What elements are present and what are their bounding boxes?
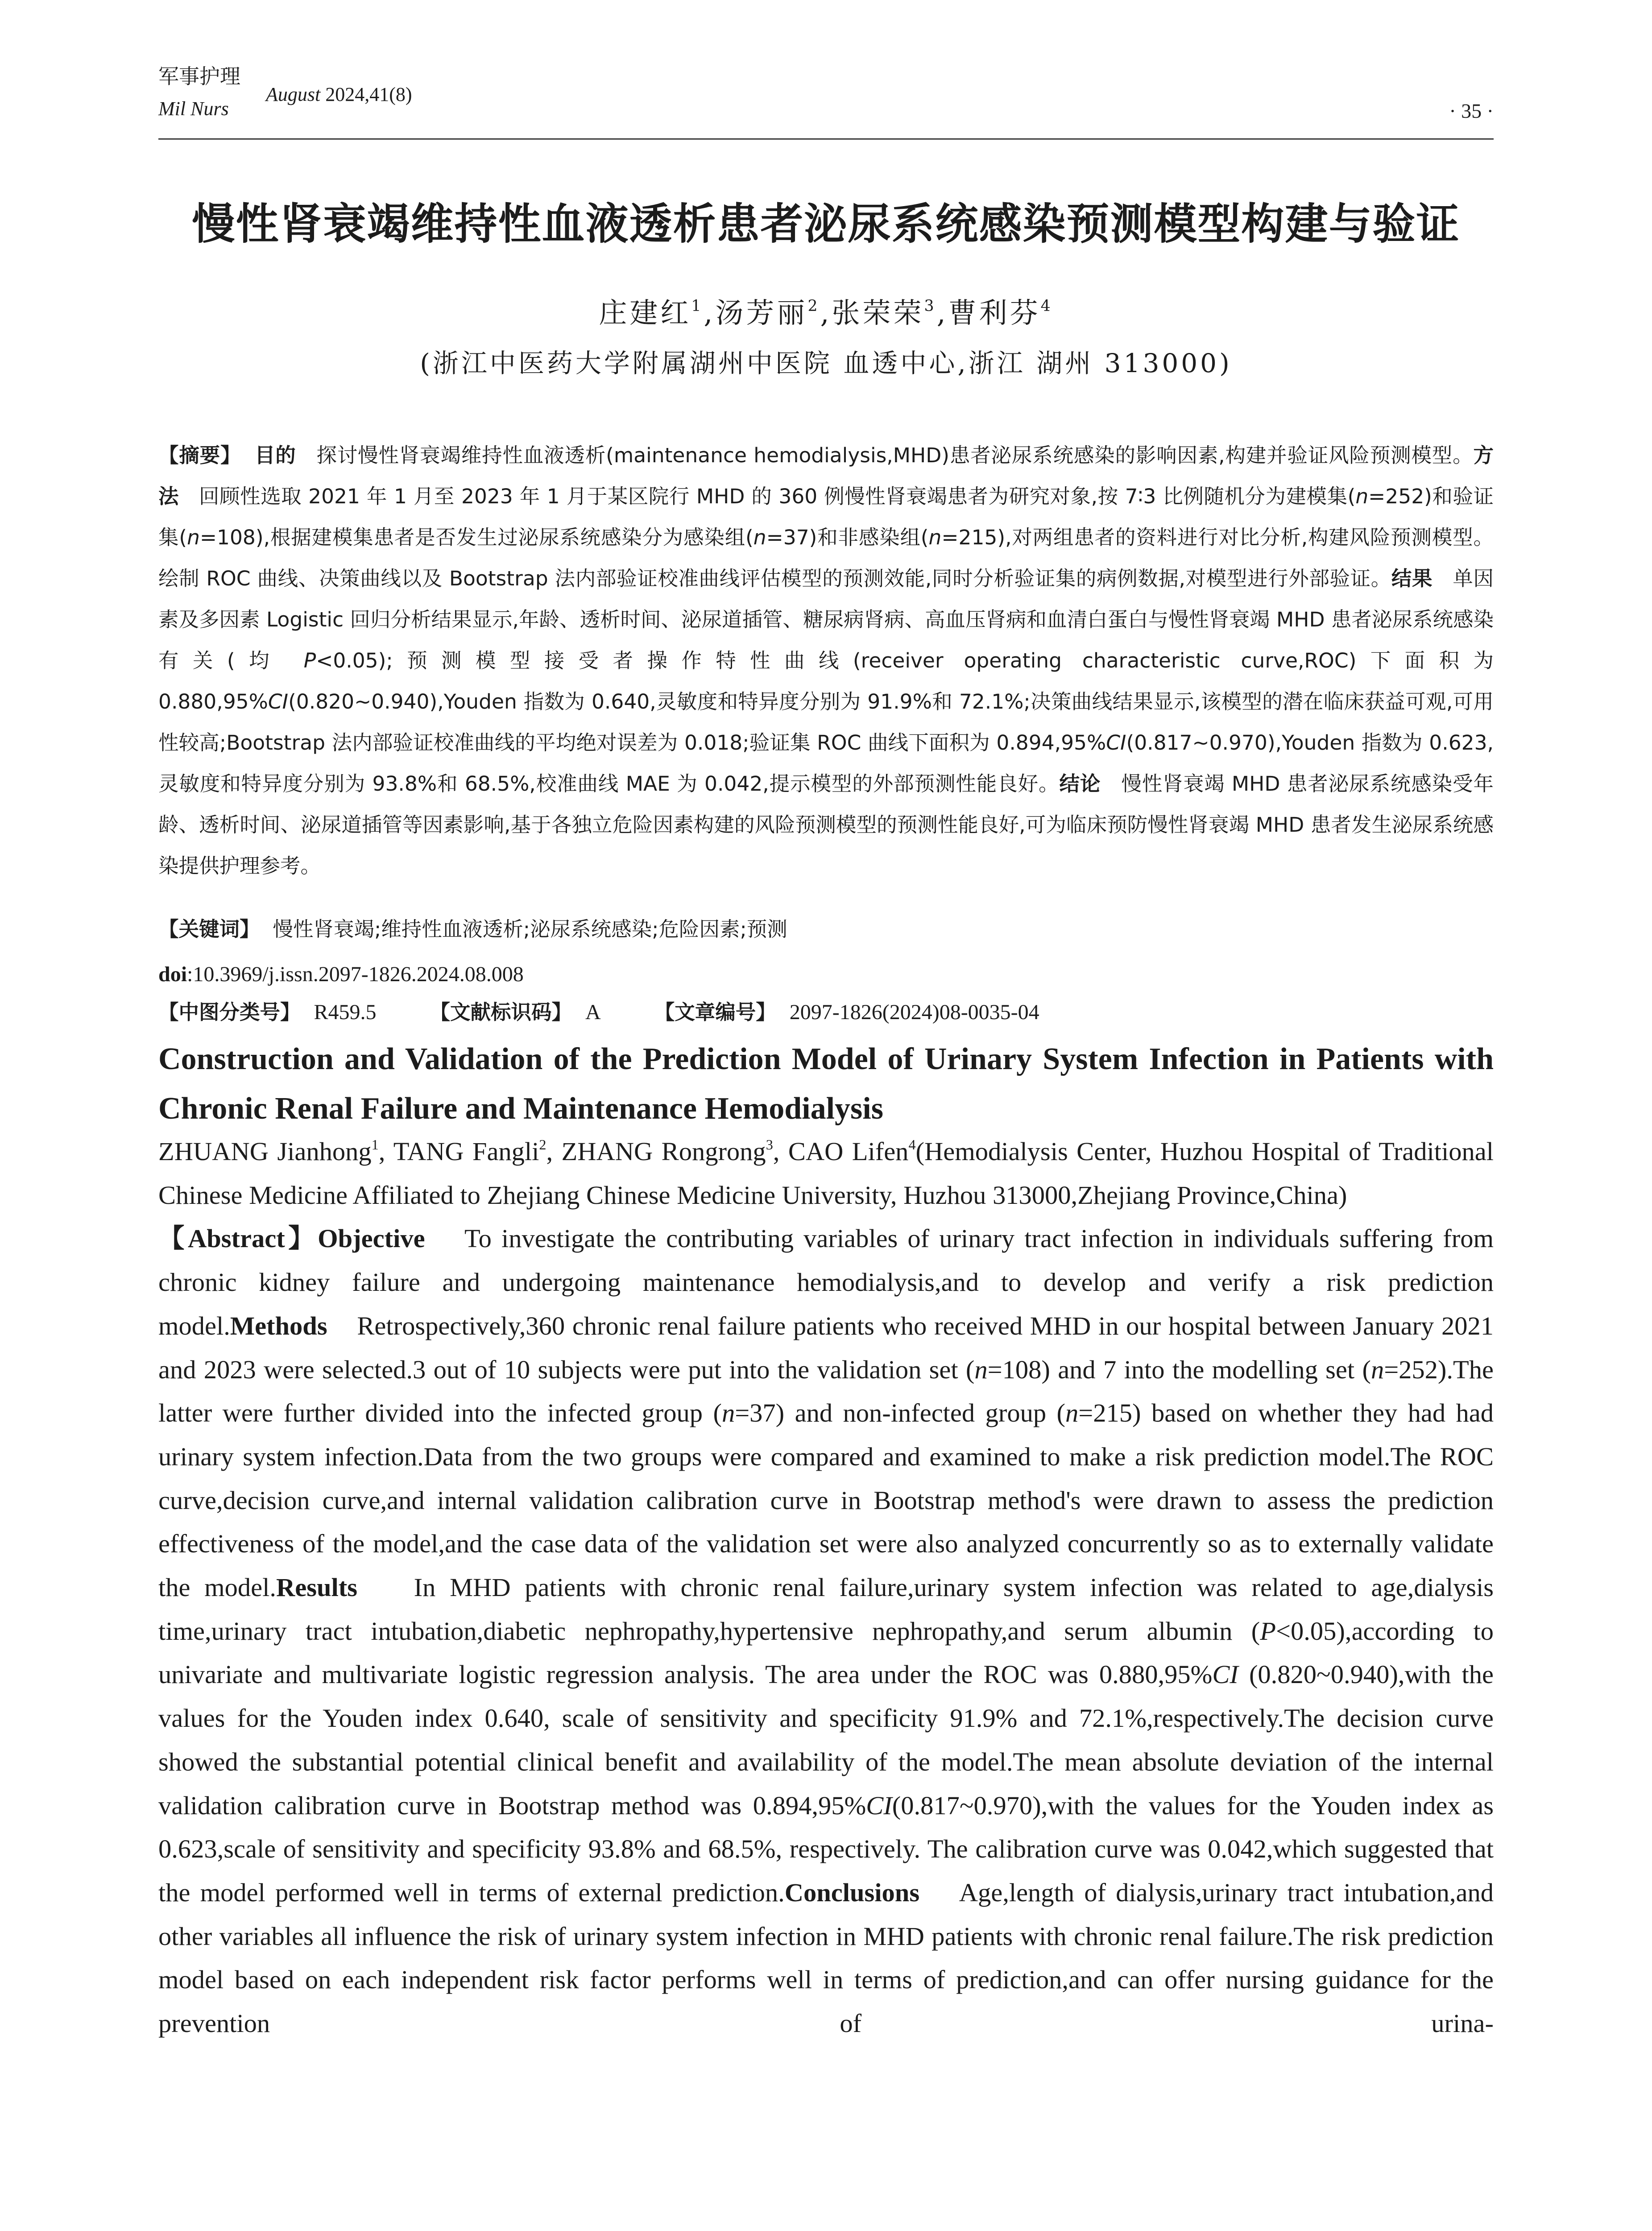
author-affiliation-mark: 4 [1040,297,1053,315]
abstract-en-paragraph [158,1217,1494,2045]
results-en-text: In MHD patients with chronic renal failure,urinary system infection was related to age,dialysis time,urinary tract intubation,diabetic nephropathy,hypertensive nephropathy,and serum albumin ( [158,1573,1494,1646]
author-name-en: ZHUANG Jianhong [158,1137,372,1166]
symbol-n: n [753,526,766,549]
results-en-text: (0.817~0.970),with the values for the Youden index as 0.623,scale of sensitivity and specificity 93.8% and 68.5%, respectively. The calibration curve was 0.042,which suggested that the model performed well in terms of external prediction. [158,1791,1494,1907]
keywords-label: 【关键词】 [158,917,260,941]
doi-line [158,964,1494,985]
conclusions-en-label: Conclusions [784,1878,920,1907]
keywords-cn [158,919,1494,940]
affiliation-cn: (浙江中医药大学附属湖州中医院 血透中心,浙江 湖州 313000) [420,348,1232,378]
symbol-ci: CI [268,690,289,713]
symbol-p: P [1260,1616,1276,1646]
methods-text: =108),根据建模集患者是否发生过泌尿系统感染分为感染组( [199,526,754,549]
article-number-label: 【文章编号】 [654,1000,776,1024]
abstract-label: 【摘要】 [158,444,241,467]
abstract-en-label: 【Abstract】 [158,1224,318,1253]
author-affiliation-mark: 4 [908,1136,916,1153]
article-number-value: 2097-1826(2024)08-0035-04 [789,1000,1039,1024]
results-text: (0.820~0.940),Youden 指数为 0.640,灵敏度和特异度分别为 91.9%和 72.1%;决策曲线结果显示,该模型的潜在临床获益可观,可用性较高;Bootstrap 法内部验证校准曲线的平均绝对误差为 0.018;验证集 ROC 曲线下面积为 0.894,95% [158,690,1494,755]
issue-month: August [266,83,321,105]
abstract-cn [158,435,1494,887]
results-label: 结果 [1391,567,1433,590]
author-name-en: ZHANG Rongrong [561,1137,766,1166]
author-name-en: TANG Fangli [393,1137,539,1166]
results-en-text: <0.05),according to univariate and multivariate logistic regression analysis. The area under the ROC was 0.880,95% [158,1616,1494,1689]
author-affiliation-mark: 3 [924,297,937,315]
journal-name-cn: 军事护理 [158,64,240,88]
author-name: 汤芳丽 [715,297,808,329]
symbol-n: n [1370,1355,1384,1384]
methods-en-text: Retrospectively,360 chronic renal failure patients who received MHD in our hospital between January 2021 and 2023 were selected.3 out of 10 subjects were put into the validation set ( [158,1311,1494,1384]
methods-text: =215),对两组患者的资料进行对比分析,构建风险预测模型。绘制 ROC 曲线、决策曲线以及 Bootstrap 法内部验证校准曲线评估模型的预测效能,同时分析验证集的病例数据,对模型进行外部验证。 [158,526,1494,590]
objective-label: 目的 [254,444,296,467]
conclusions-en-text: Age,length of dialysis,urinary tract intubation,and other variables all influence the risk of urinary system infection in MHD patients with chronic renal failure.The risk prediction model based on each independent risk factor performs well in terms of prediction,and can offer nursing guidance for the prevention of urina- [158,1878,1494,2038]
results-en-label: Results [276,1573,357,1602]
methods-en-text: =108) and 7 into the modelling set ( [987,1355,1371,1384]
symbol-n: n [928,526,942,549]
author-affiliation-mark: 2 [539,1136,547,1153]
author-name: 张荣荣 [832,297,924,329]
results-text: (0.817~0.970),Youden 指数为 0.623,灵敏度和特异度分别为 93.8%和 68.5%,校准曲线 MAE 为 0.042,提示模型的外部预测性能良好。 [158,731,1494,796]
methods-en-label: Methods [230,1311,327,1340]
symbol-p: P [303,649,316,672]
affiliation-en: (Hemodialysis Center, Huzhou Hospital of Traditional Chinese Medicine Affiliated to Zhejiang Chinese Medicine University, Huzhou 313000,Zhejiang Province,China) [158,1137,1494,1210]
results-text: 单因素及多因素 Logistic 回归分析结果显示,年龄、透析时间、泌尿道插管、糖尿病肾病、高血压肾病和血清白蛋白与慢性肾衰竭 MHD 患者泌尿系统感染有关(均 [158,567,1494,672]
symbol-n: n [721,1398,735,1428]
doc-code-value: A [585,1000,601,1024]
symbol-n: n [1065,1398,1079,1428]
authors-en: ZHUANG Jianhong$^1$, TANG Fangli$^2$, ZHANG Rongrong$^3$, CAO Lifen$^4$(Hemodialysis Center, Huzhou Hospital of Traditional Chinese Medicine Affiliated to Zhejiang Chinese Medicine University, Huzhou 313000,Zhejiang Province,China) [158,1136,1494,1210]
author-affiliation-mark: 3 [766,1136,773,1153]
doc-code-label: 【文献标识码】 [430,1000,572,1024]
methods-text: 回顾性选取 2021 年 1 月至 2023 年 1 月于某区院行 MHD 的 360 例慢性肾衰竭患者为研究对象,按 7∶3 比例随机分为建模集( [199,485,1356,508]
symbol-ci: CI [1212,1660,1238,1689]
objective-en-text: To investigate the contributing variables of urinary tract infection in individuals suffering from chronic kidney failure and undergoing maintenance hemodialysis,and to develop and verify a risk prediction model. [158,1224,1494,1340]
results-en-text: (0.820~0.940),with the values for the Youden index 0.640, scale of sensitivity and specificity 91.9% and 72.1%,respectively.The decision curve showed the substantial potential clinical benefit and availability of the model.The mean absolute deviation of the internal validation calibration curve in Bootstrap method was 0.894,95% [158,1660,1494,1820]
symbol-ci: CI [1106,731,1126,755]
methods-label: 方法 [158,444,1494,508]
issue-date [266,85,412,104]
conclusion-text: 慢性肾衰竭 MHD 患者泌尿系统感染受年龄、透析时间、泌尿道插管等因素影响,基于各独立危险因素构建的风险预测模型的预测性能良好,可为临床预防慢性肾衰竭 MHD 患者发生泌尿系统感染提供护理参考。 [158,772,1494,878]
keywords-text: 慢性肾衰竭;维持性血液透析;泌尿系统感染;危险因素;预测 [273,917,787,941]
abstract-en-block [158,1130,1494,2045]
article-title-en: Construction and Validation of the Prediction Model of Urinary System Infection in Patients with Chronic Renal Failure and Maintenance Hemodialysis [158,1042,1494,1126]
objective-en-label: Objective [318,1224,425,1253]
clc-label: 【中图分类号】 [158,1000,301,1024]
header-rule [158,138,1494,140]
author-affiliation-mark: 1 [371,1136,379,1153]
author-name-en: CAO Lifen [788,1137,909,1166]
symbol-n: n [974,1355,988,1384]
author-affiliation-mark: 2 [807,297,820,315]
issue-volume: 2024,41(8) [325,83,412,105]
author-name: 庄建红 [599,297,691,329]
results-text: <0.05);预测模型接受者操作特性曲线(receiver operating characteristic curve,ROC)下面积为 0.880,95% [158,649,1494,713]
symbol-n: n [1355,485,1369,508]
objective-text: 探讨慢性肾衰竭维持性血液透析(maintenance hemodialysis,MHD)患者泌尿系统感染的影响因素,构建并验证风险预测模型。 [316,444,1474,467]
clc-value: R459.5 [314,1000,377,1024]
doi-label: doi [158,962,187,986]
methods-en-text: =215) based on whether they had had urinary system infection.Data from the two groups were compared and examined to make a risk prediction model.The ROC curve,decision curve,and internal validation calibration curve in Bootstrap method's were drawn to assess the prediction effectiveness of the model,and the case data of the validation set were also analyzed concurrently so as to externally validate the model. [158,1398,1494,1602]
methods-text: =252)和验证集( [158,485,1494,549]
doi-value[interactable]: :10.3969/j.issn.2097-1826.2024.08.008 [187,962,524,986]
conclusion-label: 结论 [1059,772,1101,796]
journal-name-en: Mil Nurs [158,98,229,120]
symbol-ci: CI [866,1791,892,1820]
page-number: · 35 · [1449,100,1494,122]
symbol-n: n [187,526,200,549]
author-name: 曹利芬 [948,297,1041,329]
methods-en-text: =252).The latter were further divided into the infected group ( [158,1355,1494,1428]
author-affiliation-mark: 1 [691,297,704,315]
abstract-cn-paragraph [158,435,1494,887]
methods-en-text: =37) and non-infected group ( [735,1398,1066,1428]
classification-line [158,1002,1494,1023]
author-list-cn: 庄建红$^1$,汤芳丽$^2$,张荣荣$^3$,曹利芬$^4$ [599,297,1053,329]
methods-text: =37)和非感染组( [766,526,929,549]
article-title-cn: 慢性肾衰竭维持性血液透析患者泌尿系统感染预测模型构建与验证 [192,199,1460,249]
